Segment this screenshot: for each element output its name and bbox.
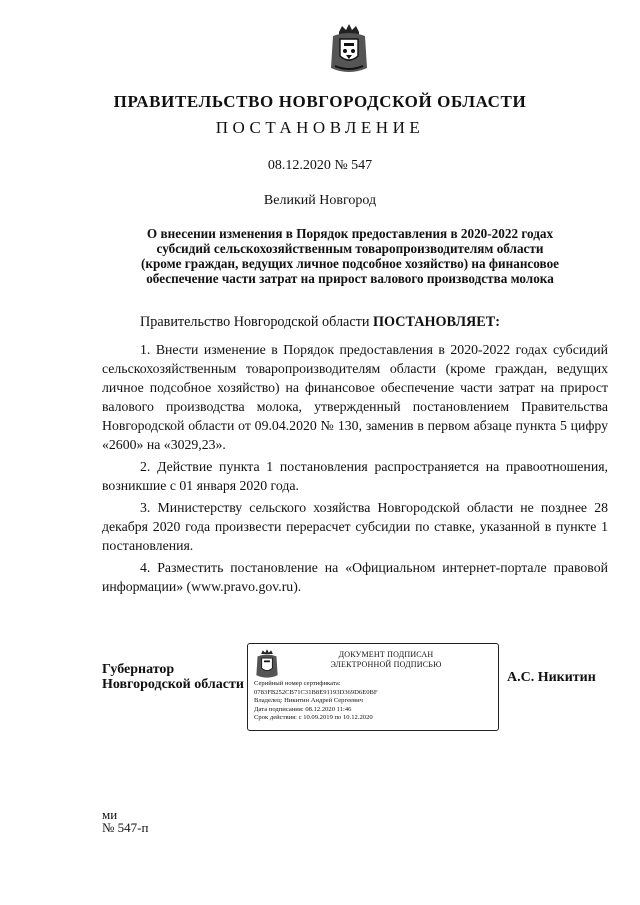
serial-label: Серийный номер сертификата:	[254, 680, 341, 687]
signatory-name: А.С. Никитин	[507, 670, 596, 685]
paragraph-1: 1. Внести изменение в Порядок предоставления в 2020-2022 годах субсидий сельскохозяйственным товаропроизводителям области (кроме граждан, ведущих личное подсобное хозяйство) на финансовое обеспечение части затрат на прирост валового производства молока, утвержденный постановлением Правительства Новгородской области от 09.04.2020 № 130, заменив в первом абзаце пункта 5 цифру «2600» на «3029,23».	[102, 342, 608, 452]
footer-initials: ми	[102, 807, 118, 822]
footer-note	[102, 808, 148, 834]
stamp-details	[254, 680, 492, 723]
subject-line: субсидий сельскохозяйственным товаропроизводителям области	[156, 241, 544, 256]
serial-number: 0783FB252CB71C31B8E91193D369D6E0BF	[254, 688, 378, 696]
coat-of-arms-icon	[327, 22, 371, 76]
date-number: 08.12.2020 № 547	[267, 158, 373, 173]
validity: Срок действия: с 10.09.2019 по 10.12.2020	[254, 714, 373, 722]
coat-of-arms-icon	[254, 648, 280, 680]
position-line: Новгородской области	[102, 677, 244, 692]
paragraph-3: 3. Министерству сельского хозяйства Новгородской области не позднее 28 декабря 2020 года произвести перерасчет субсидии по ставке, указанной в пункте 1 постановления.	[102, 500, 608, 553]
subject-line: (кроме граждан, ведущих личное подсобное хозяйство) на финансовое	[140, 256, 560, 271]
electronic-signature-stamp	[247, 643, 499, 731]
owner: Владелец: Никитин Андрей Сергеевич	[254, 697, 363, 705]
intro-text: Правительство Новгородской области	[140, 314, 373, 330]
stamp-title-line: ДОКУМЕНТ ПОДПИСАН	[338, 650, 434, 659]
signed-date: Дата подписания: 08.12.2020 11:46	[254, 705, 352, 713]
intro-keyword: ПОСТАНОВЛЯЕТ:	[372, 314, 500, 330]
stamp-title-line: ЭЛЕКТРОННОЙ ПОДПИСЬЮ	[330, 660, 442, 669]
document-subject	[108, 226, 592, 286]
subject-line: О внесении изменения в Порядок предоставления в 2020-2022 годах	[146, 226, 554, 241]
city: Великий Новгород	[263, 193, 377, 208]
signatory-position	[102, 662, 244, 692]
position-line: Губернатор	[102, 662, 175, 677]
stamp-title	[286, 650, 486, 670]
paragraph-2: 2. Действие пункта 1 постановления распространяется на правоотношения, возникшие с 01 января 2020 года.	[102, 459, 608, 493]
subject-line: обеспечение части затрат на прирост валового производства молока	[146, 271, 554, 286]
footer-number: № 547-п	[102, 820, 149, 835]
intro	[140, 314, 500, 331]
government-title: ПРАВИТЕЛЬСТВО НОВГОРОДСКОЙ ОБЛАСТИ	[113, 92, 527, 111]
paragraph-4: 4. Разместить постановление на «Официальном интернет-портале правовой информации» (www.pravo.gov.ru).	[102, 560, 608, 594]
document-type: ПОСТАНОВЛЕНИЕ	[215, 118, 425, 137]
document-body	[102, 340, 608, 599]
